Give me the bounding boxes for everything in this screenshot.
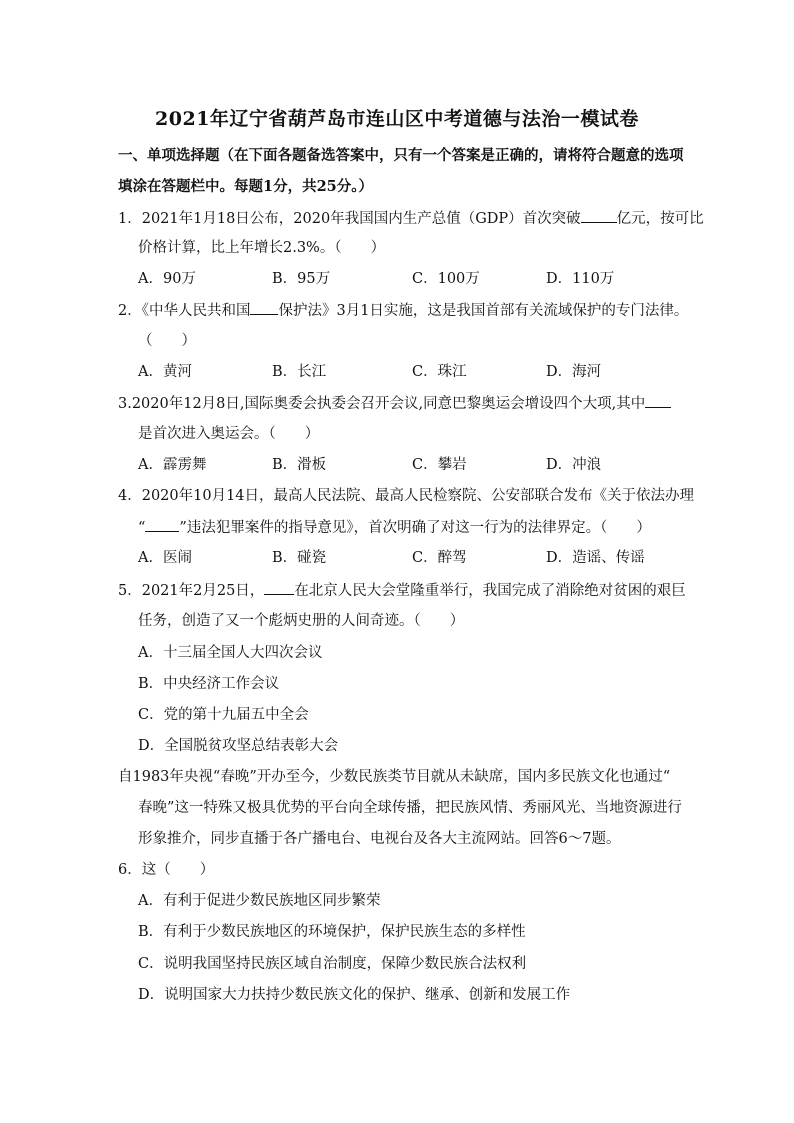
question-2-text-b: 保护法》3月1日实施，这是我国首部有关流域保护的专门法律。	[278, 303, 689, 319]
question-4-line1: 4．2020年10月14日，最高人民法院、最高人民检察院、公安部联合发布《关于依法办理	[118, 488, 695, 504]
question-5-option-c: C．党的第十九届五中全会	[138, 707, 309, 723]
passage-line3: 形象推介，同步直播于各广播电台、电视台及各大主流网站。回答6～7题。	[138, 831, 621, 847]
question-1-text-a: 1．2021年1月18日公布，2020年我国国内生产总值（GDP）首次突破	[118, 211, 581, 227]
page-title: 2021年辽宁省葫芦岛市连山区中考道德与法治一模试卷	[155, 108, 639, 130]
section-heading-line1: 一、单项选择题（在下面各题备选答案中，只有一个答案是正确的，请将符合题意的选项	[118, 147, 684, 164]
question-4-text-a: “	[138, 520, 146, 536]
passage-line1: 自1983年央视“春晚”开办至今，少数民族类节目就从未缺席，国内多民族文化也通过“	[118, 769, 671, 785]
question-2-line1	[118, 300, 688, 321]
question-6-option-c: C．说明我国坚持民族区域自治制度，保障少数民族合法权利	[138, 956, 527, 972]
question-2-option-c: C．珠江	[412, 364, 467, 380]
question-3-option-c: C．攀岩	[412, 457, 467, 473]
question-5-option-d: D．全国脱贫攻坚总结表彰大会	[138, 738, 339, 754]
question-5-line1	[118, 580, 686, 601]
question-3-text-a: 3.2020年12月8日,国际奥委会执委会召开会议,同意巴黎奥运会增设四个大项,其中	[118, 396, 646, 412]
question-1-option-c: C．100万	[412, 271, 480, 287]
answer-blank	[250, 300, 278, 315]
question-4-option-b: B．碰瓷	[272, 550, 327, 566]
question-3-option-d: D．冲浪	[546, 457, 602, 473]
answer-blank	[581, 208, 617, 223]
question-3-line1	[118, 393, 671, 414]
section-heading-line2: 填涂在答题栏中。每题1分，共25分。）	[118, 178, 374, 195]
question-2-option-b: B．长江	[272, 364, 327, 380]
question-4-option-c: C．醉驾	[412, 550, 467, 566]
answer-blank	[645, 393, 671, 408]
question-3-option-a: A．霹雳舞	[138, 457, 207, 473]
question-6-line1: 6．这（ ）	[118, 862, 215, 878]
answer-blank	[145, 517, 179, 532]
question-6-option-b: B．有利于少数民族地区的环境保护，保护民族生态的多样性	[138, 924, 526, 940]
question-4-option-a: A．医闹	[138, 550, 192, 566]
question-2-line2: （ ）	[138, 333, 196, 349]
passage-line2: 春晚”这一特殊又极具优势的平台向全球传播，把民族风情、秀丽风光、当地资源进行	[138, 800, 682, 816]
question-1-option-a: A．90万	[138, 271, 196, 287]
answer-blank	[264, 580, 294, 595]
question-4-line2	[138, 517, 651, 538]
question-5-option-b: B．中央经济工作会议	[138, 676, 280, 692]
question-2-option-a: A．黄河	[138, 364, 192, 380]
question-5-option-a: A．十三届全国人大四次会议	[138, 645, 323, 661]
question-6-option-d: D．说明国家大力扶持少数民族文化的保护、继承、创新和发展工作	[138, 987, 571, 1003]
question-1-text-b: 亿元，按可比	[616, 211, 704, 227]
question-5-line2: 任务，创造了又一个彪炳史册的人间奇迹。（ ）	[138, 613, 465, 629]
question-3-option-b: B．滑板	[272, 457, 327, 473]
question-3-line2: 是首次进入奥运会。（ ）	[138, 426, 320, 442]
question-4-option-d: D．造谣、传谣	[546, 550, 645, 566]
question-2-text-a: 2．《中华人民共和国	[118, 303, 251, 319]
question-1-option-d: D．110万	[546, 271, 615, 287]
question-1-line1	[118, 208, 704, 229]
question-1-option-b: B．95万	[272, 271, 331, 287]
question-6-option-a: A．有利于促进少数民族地区同步繁荣	[138, 893, 381, 909]
question-1-line2: 价格计算，比上年增长2.3%。（ ）	[138, 240, 386, 256]
question-5-text-a: 5．2021年2月25日，	[118, 583, 265, 599]
question-4-text-b: ”违法犯罪案件的指导意见》，首次明确了对这一行为的法律界定。（ ）	[179, 520, 651, 536]
question-2-option-d: D．海河	[546, 364, 602, 380]
question-5-text-b: 在北京人民大会堂隆重举行，我国完成了消除绝对贫困的艰巨	[294, 583, 686, 599]
